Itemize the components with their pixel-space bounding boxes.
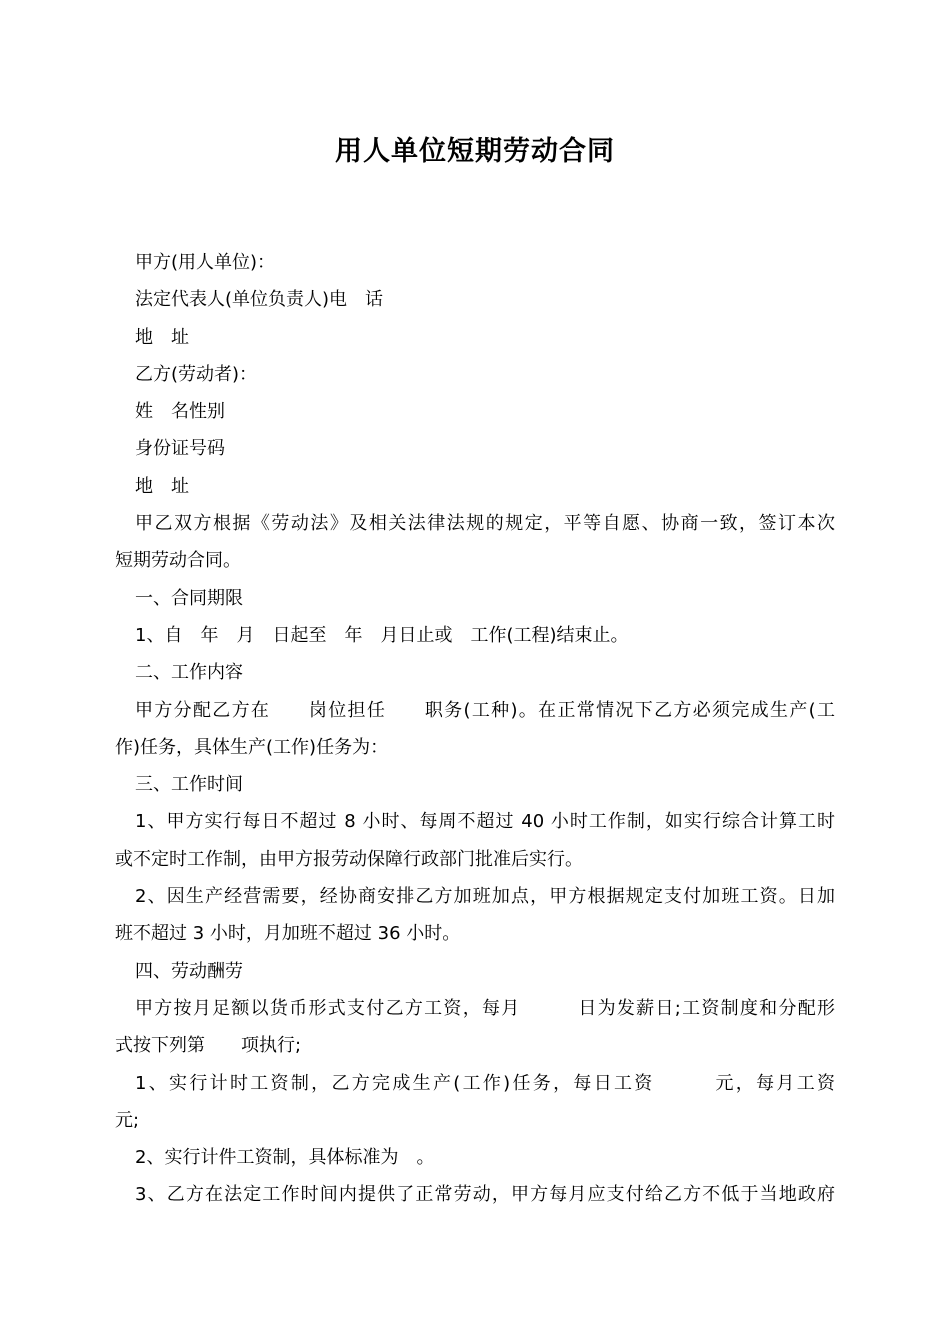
party-a-line: 甲方(用人单位)： (135, 252, 276, 273)
document-title: 用人单位短期劳动合同 (335, 136, 615, 167)
section-heading-remuneration: 四、劳动酬劳 (135, 960, 243, 982)
name-gender-line: 姓 名性别 (135, 401, 225, 423)
work-content-line-1: 甲方分配乙方在 岗位担任 职务(工种)。在正常情况下乙方必须完成生产(工 (135, 699, 835, 721)
party-a-address-line: 地 址 (135, 326, 189, 348)
work-time-clause-2-line-1: 2、因生产经营需要，经协商安排乙方加班加点，甲方根据规定支付加班工资。日加 (135, 886, 835, 908)
remuneration-clause-2: 2、实行计件工资制，具体标准为 。 (135, 1147, 435, 1169)
id-number-line: 身份证号码 (135, 438, 225, 460)
work-time-clause-1-line-2: 或不定时工作制，由甲方报劳动保障行政部门批准后实行。 (115, 848, 583, 870)
remuneration-line-1: 甲方按月足额以货币形式支付乙方工资，每月 日为发薪日;工资制度和分配形 (135, 997, 835, 1019)
party-b-address-line: 地 址 (135, 475, 189, 497)
remuneration-clause-1-line-1: 1、实行计时工资制，乙方完成生产(工作)任务，每日工资 元，每月工资 (135, 1072, 835, 1094)
remuneration-clause-1-line-2: 元; (115, 1109, 140, 1131)
party-b-line: 乙方(劳动者)： (135, 363, 258, 385)
preamble-line-2: 短期劳动合同。 (115, 550, 241, 572)
document-body (115, 244, 835, 1214)
preamble-line-1: 甲乙双方根据《劳动法》及相关法律法规的规定，平等自愿、协商一致，签订本次 (135, 513, 835, 535)
term-clause-1: 1、自 年 月 日起至 年 月日止或 工作(工程)结束止。 (135, 624, 629, 646)
remuneration-line-2: 式按下列第 项执行; (115, 1035, 302, 1057)
section-heading-term: 一、合同期限 (135, 587, 243, 609)
section-heading-work-time: 三、工作时间 (135, 774, 243, 796)
work-content-line-2: 作)任务，具体生产(工作)任务为： (115, 736, 389, 758)
section-heading-work-content: 二、工作内容 (135, 662, 243, 684)
legal-rep-line: 法定代表人(单位负责人)电 话 (135, 289, 384, 311)
work-time-clause-2-line-2: 班不超过 3 小时，月加班不超过 36 小时。 (115, 923, 461, 945)
work-time-clause-1-line-1: 1、甲方实行每日不超过 8 小时、每周不超过 40 小时工作制，如实行综合计算工时 (135, 811, 835, 833)
remuneration-clause-3-line-1: 3、乙方在法定工作时间内提供了正常劳动，甲方每月应支付给乙方不低于当地政府 (135, 1184, 835, 1206)
